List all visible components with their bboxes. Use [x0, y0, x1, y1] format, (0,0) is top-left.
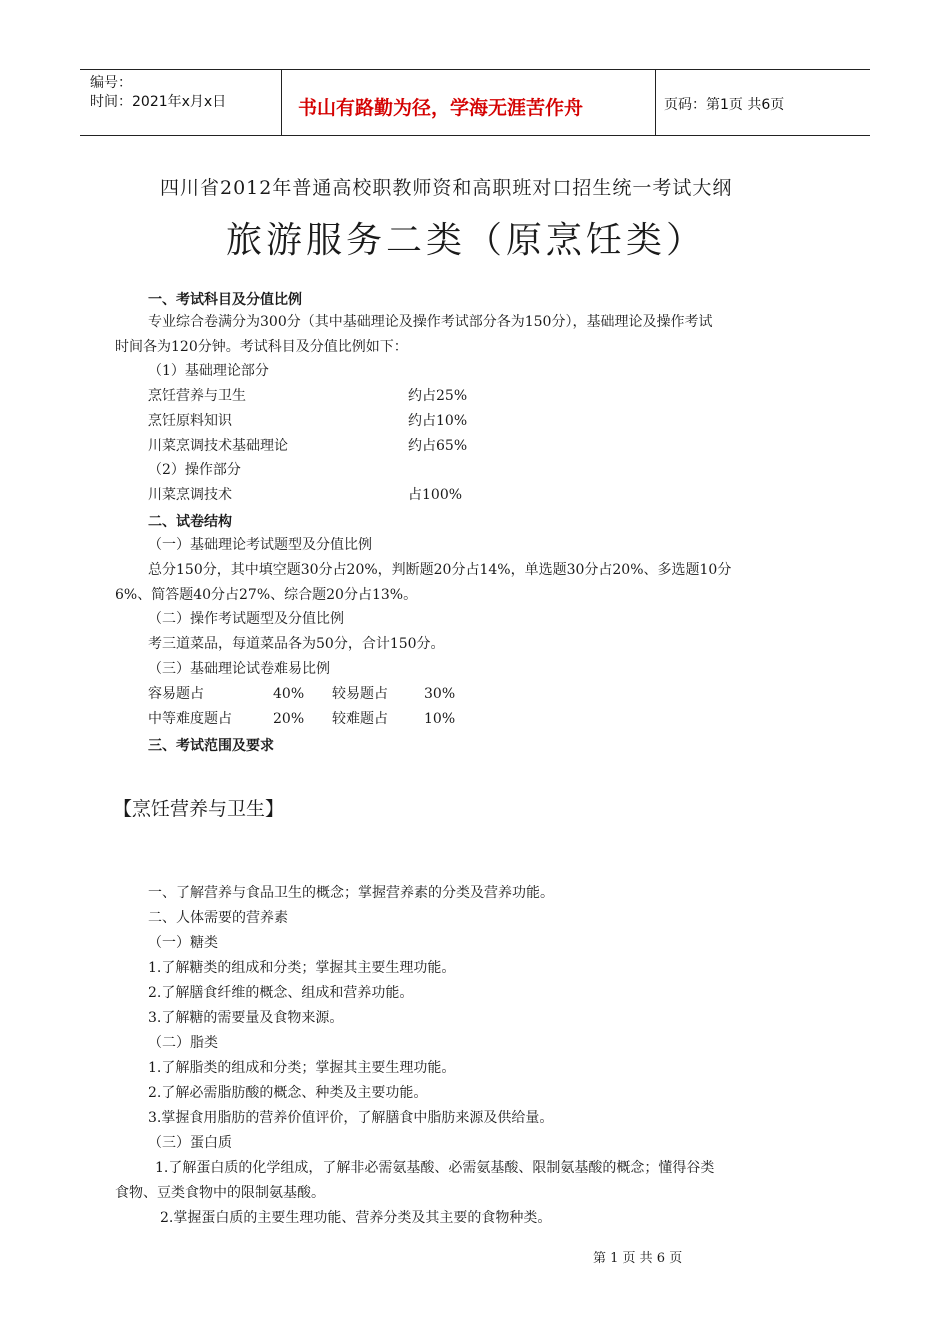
part2-sub1-line2: 6%、简答题40分占27%、综合题20分占13%。 — [115, 587, 418, 603]
part2-sub1-line1: 总分150分，其中填空题30分占20%，判断题20分占14%，单选题30分占20%、多选题10分 — [148, 562, 732, 578]
difficulty-label: 容易题占 — [148, 686, 204, 702]
part3-heading: 三、考试范围及要求 — [148, 738, 274, 754]
part1-op-label: （2）操作部分 — [148, 462, 241, 478]
part2-heading: 二、试卷结构 — [148, 514, 232, 530]
part1-para-line2: 时间各为120分钟。考试科目及分值比例如下： — [115, 339, 408, 355]
op-subject-name: 川菜烹调技术 — [148, 487, 232, 503]
part1-basic-label: （1）基础理论部分 — [148, 363, 269, 379]
header-bottom-rule — [80, 135, 870, 136]
subject-share: 约占65% — [408, 438, 468, 454]
protein-item1-line2: 食物、豆类食物中的限制氨基酸。 — [115, 1185, 325, 1201]
difficulty-value: 20% — [273, 711, 305, 727]
part2-sub2-line: 考三道菜品，每道菜品各为50分，合计150分。 — [148, 636, 445, 652]
protein-item1-line1: 1.了解蛋白质的化学组成，了解非必需氨基酸、必需氨基酸、限制氨基酸的概念；懂得谷类 — [155, 1160, 715, 1176]
page-footer: 第 1 页 共 6 页 — [593, 1251, 683, 1266]
document-subtitle: 四川省2012年普通高校职教师资和高职班对口招生统一考试大纲 — [160, 177, 733, 199]
section-line: 2.了解膳食纤维的概念、组成和营养功能。 — [148, 985, 414, 1001]
difficulty-label: 中等难度题占 — [148, 711, 232, 727]
section-line: 1.了解糖类的组成和分类；掌握其主要生理功能。 — [148, 960, 456, 976]
header-motto: 书山有路勤为径，学海无涯苦作舟 — [298, 97, 584, 119]
header-page-info: 页码：第1页 共6页 — [664, 97, 785, 113]
section-line: （三）蛋白质 — [148, 1135, 232, 1151]
op-subject-share: 占100% — [408, 487, 463, 503]
difficulty-value: 10% — [424, 711, 456, 727]
subject-share: 约占10% — [408, 413, 468, 429]
header-top-rule — [80, 69, 870, 70]
part1-heading: 一、考试科目及分值比例 — [148, 292, 302, 308]
header-divider-left — [281, 70, 282, 135]
section-line: 2.了解必需脂肪酸的概念、种类及主要功能。 — [148, 1085, 428, 1101]
section-line: 二、人体需要的营养素 — [148, 910, 288, 926]
protein-item2: 2.掌握蛋白质的主要生理功能、营养分类及其主要的食物种类。 — [160, 1210, 552, 1226]
section-line: 一、了解营养与食品卫生的概念；掌握营养素的分类及营养功能。 — [148, 885, 554, 901]
section-line: 3.掌握食用脂肪的营养价值评价，了解膳食中脂肪来源及供给量。 — [148, 1110, 554, 1126]
subject-name: 烹饪营养与卫生 — [148, 388, 246, 404]
section-line: （二）脂类 — [148, 1035, 218, 1051]
difficulty-label: 较难题占 — [332, 711, 388, 727]
section-line: 3.了解糖的需要量及食物来源。 — [148, 1010, 344, 1026]
difficulty-value: 30% — [424, 686, 456, 702]
header-date-label: 时间：2021年x月x日 — [90, 94, 227, 110]
part1-para-line1: 专业综合卷满分为300分（其中基础理论及操作考试部分各为150分），基础理论及操作考试 — [148, 314, 713, 330]
difficulty-label: 较易题占 — [332, 686, 388, 702]
subject-name: 烹饪原料知识 — [148, 413, 232, 429]
section-line: （一）糖类 — [148, 935, 218, 951]
document-title: 旅游服务二类（原烹饪类） — [226, 220, 707, 261]
section-title: 【烹饪营养与卫生】 — [113, 798, 285, 820]
subject-share: 约占25% — [408, 388, 468, 404]
difficulty-value: 40% — [273, 686, 305, 702]
part2-sub3: （三）基础理论试卷难易比例 — [148, 661, 330, 677]
section-line: 1.了解脂类的组成和分类；掌握其主要生理功能。 — [148, 1060, 456, 1076]
header-divider-right — [655, 70, 656, 135]
header-number-label: 编号： — [90, 75, 132, 91]
part2-sub2: （二）操作考试题型及分值比例 — [148, 611, 344, 627]
subject-name: 川菜烹调技术基础理论 — [148, 438, 288, 454]
part2-sub1: （一）基础理论考试题型及分值比例 — [148, 537, 372, 553]
